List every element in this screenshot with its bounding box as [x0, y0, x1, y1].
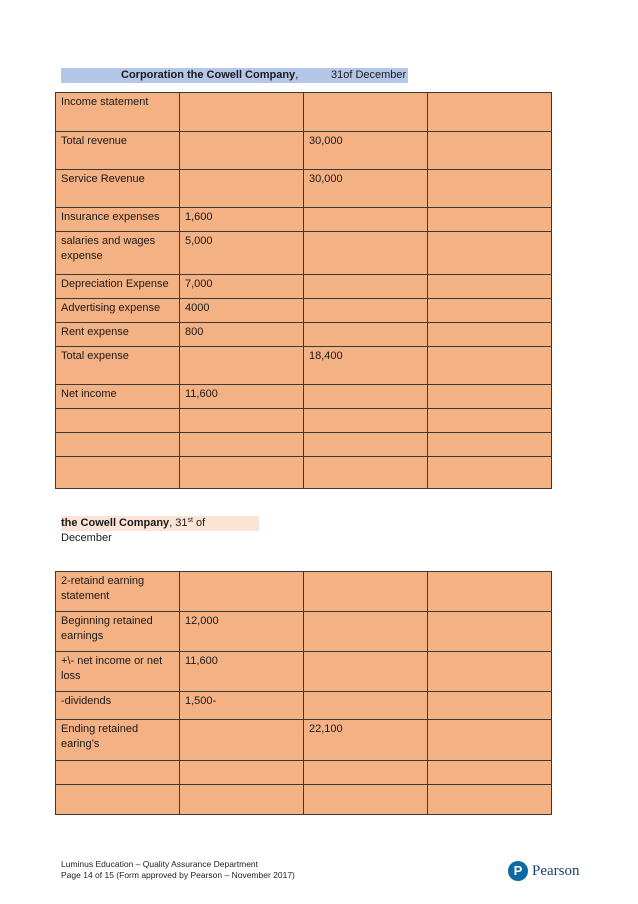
table-cell: Service Revenue — [56, 170, 180, 208]
table-row — [56, 433, 552, 457]
heading-date: 31of December — [331, 69, 407, 81]
table-cell: Rent expense — [56, 323, 180, 347]
table-row — [56, 572, 552, 612]
table-cell — [428, 170, 552, 208]
table-cell — [304, 457, 428, 489]
table-cell — [56, 457, 180, 489]
table-cell — [180, 457, 304, 489]
table-row — [56, 275, 552, 299]
table-cell — [304, 692, 428, 720]
table-row — [56, 132, 552, 170]
table-cell: Beginning retained earnings — [56, 612, 180, 652]
table-cell: 30,000 — [304, 132, 428, 170]
table-row — [56, 232, 552, 275]
table-cell — [304, 385, 428, 409]
table-cell: 1,600 — [180, 208, 304, 232]
table-cell — [428, 385, 552, 409]
footer-department: Luminus Education – Quality Assurance Department — [61, 859, 259, 869]
table-cell: Total revenue — [56, 132, 180, 170]
table-cell: Income statement — [56, 93, 180, 132]
heading-company: the Cowell Company — [61, 517, 170, 529]
table-cell — [180, 132, 304, 170]
table-cell — [304, 409, 428, 433]
retained-earnings-table — [55, 571, 552, 815]
table-cell — [180, 433, 304, 457]
table-row — [56, 720, 552, 761]
table-cell — [304, 612, 428, 652]
table-cell: 12,000 — [180, 612, 304, 652]
table-cell — [428, 347, 552, 385]
table-cell: Total expense — [56, 347, 180, 385]
table-cell — [180, 761, 304, 785]
table-row — [56, 785, 552, 815]
table-cell: Depreciation Expense — [56, 275, 180, 299]
table-row — [56, 299, 552, 323]
table-cell — [304, 93, 428, 132]
table-row — [56, 208, 552, 232]
footer-page-info: Page 14 of 15 (Form approved by Pearson – November 2017) — [61, 870, 295, 880]
table-cell: 30,000 — [304, 170, 428, 208]
table-cell — [304, 433, 428, 457]
table-cell — [428, 785, 552, 815]
table-row — [56, 385, 552, 409]
income-statement-table — [55, 92, 552, 489]
footer — [61, 859, 295, 881]
table-cell — [304, 572, 428, 612]
table-cell: 2-retaind earning statement — [56, 572, 180, 612]
table-cell: salaries and wages expense — [56, 232, 180, 275]
table-cell — [428, 409, 552, 433]
income-statement-heading — [61, 68, 408, 83]
table-cell — [304, 761, 428, 785]
table-cell — [304, 208, 428, 232]
table-cell: 4000 — [180, 299, 304, 323]
table-row — [56, 409, 552, 433]
table-cell — [304, 275, 428, 299]
table-cell — [304, 232, 428, 275]
table-cell — [428, 457, 552, 489]
retained-earnings-heading: the Cowell Company, 31st of December — [61, 516, 259, 531]
table-cell: -dividends — [56, 692, 180, 720]
table-cell: 1,500- — [180, 692, 304, 720]
table-cell — [180, 93, 304, 132]
pearson-logo-text: Pearson — [532, 862, 580, 879]
table-cell: 11,600 — [180, 652, 304, 692]
table-cell: 22,100 — [304, 720, 428, 761]
table-cell: 5,000 — [180, 232, 304, 275]
table-row — [56, 457, 552, 489]
table-row — [56, 612, 552, 652]
table-cell — [428, 275, 552, 299]
table-cell — [428, 761, 552, 785]
table-cell: Ending retained earing’s — [56, 720, 180, 761]
table-cell: Insurance expenses — [56, 208, 180, 232]
table-cell — [56, 409, 180, 433]
table-cell — [304, 299, 428, 323]
table-cell — [428, 652, 552, 692]
table-cell — [428, 232, 552, 275]
table-cell — [180, 170, 304, 208]
table-row — [56, 170, 552, 208]
table-cell: Net income — [56, 385, 180, 409]
table-cell: +\- net income or net loss — [56, 652, 180, 692]
table-cell — [428, 720, 552, 761]
pearson-logo-icon: P — [508, 861, 528, 881]
table-cell: 18,400 — [304, 347, 428, 385]
table-row — [56, 692, 552, 720]
table-cell — [428, 612, 552, 652]
table-cell — [428, 208, 552, 232]
table-cell — [180, 720, 304, 761]
table-cell — [304, 652, 428, 692]
table-cell — [428, 323, 552, 347]
table-cell — [180, 347, 304, 385]
table-row — [56, 652, 552, 692]
table-cell — [56, 761, 180, 785]
table-cell — [428, 299, 552, 323]
table-cell — [180, 572, 304, 612]
table-cell — [304, 785, 428, 815]
table-cell — [428, 692, 552, 720]
table-cell — [428, 93, 552, 132]
table-cell — [428, 433, 552, 457]
table-cell: 800 — [180, 323, 304, 347]
table-cell — [180, 409, 304, 433]
table-cell: 7,000 — [180, 275, 304, 299]
table-cell — [428, 132, 552, 170]
table-row — [56, 93, 552, 132]
table-cell — [56, 785, 180, 815]
heading-company: Corporation the Cowell Company, — [121, 69, 299, 81]
table-cell — [428, 572, 552, 612]
pearson-logo — [508, 860, 580, 882]
table-cell: 11,600 — [180, 385, 304, 409]
table-cell — [304, 323, 428, 347]
table-row — [56, 323, 552, 347]
table-row — [56, 347, 552, 385]
table-row — [56, 761, 552, 785]
table-cell: Advertising expense — [56, 299, 180, 323]
table-cell — [56, 433, 180, 457]
table-cell — [180, 785, 304, 815]
